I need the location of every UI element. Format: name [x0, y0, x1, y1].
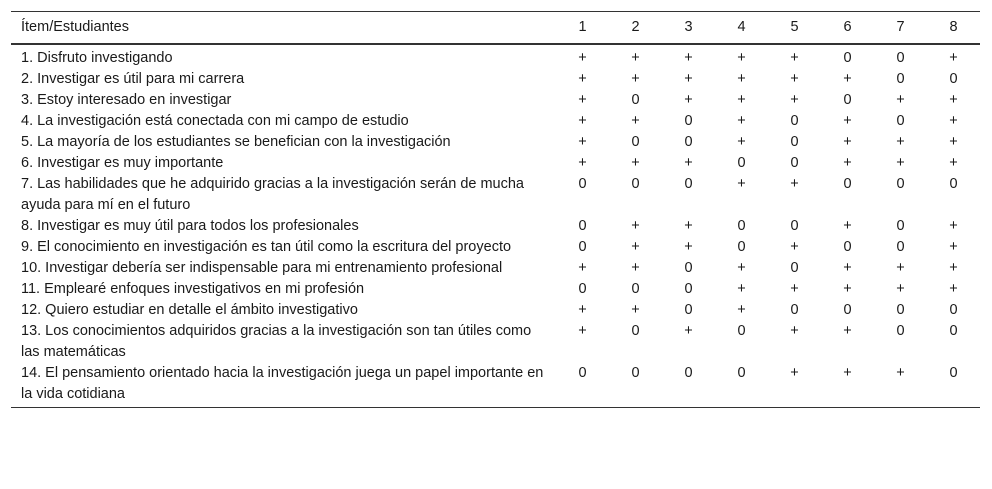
row-item-text: 13. Los conocimientos adquiridos gracias a la investigación son tan útiles como las matemáticas — [21, 323, 532, 360]
row-value-student-2: 0 — [631, 176, 640, 192]
row-item-text: 4. La investigación está conectada con mi campo de estudio — [21, 113, 409, 129]
row-value-student-4: + — [737, 302, 746, 318]
row-value-student-6: + — [843, 155, 852, 171]
header-item-label: Ítem/Estudiantes — [21, 19, 129, 35]
row-value-student-2: + — [631, 50, 640, 66]
row-value-student-6: + — [843, 113, 852, 129]
row-value-student-7: + — [896, 134, 905, 150]
row-value-student-8: 0 — [949, 323, 958, 339]
row-value-student-4: + — [737, 92, 746, 108]
header-student-3: 3 — [684, 19, 693, 35]
row-value-student-1: 0 — [578, 365, 587, 381]
header-student-1: 1 — [578, 19, 587, 35]
row-value-student-3: + — [684, 155, 693, 171]
row-value-student-3: 0 — [684, 134, 693, 150]
row-value-student-2: 0 — [631, 92, 640, 108]
row-value-student-1: + — [578, 302, 587, 318]
row-value-student-1: + — [578, 134, 587, 150]
row-value-student-6: 0 — [843, 302, 852, 318]
row-value-student-7: 0 — [896, 113, 905, 129]
header-student-8: 8 — [949, 19, 958, 35]
row-value-student-5: + — [790, 365, 799, 381]
row-item-text: 2. Investigar es útil para mi carrera — [21, 71, 245, 87]
row-value-student-5: + — [790, 92, 799, 108]
row-value-student-5: 0 — [790, 155, 799, 171]
row-value-student-6: + — [843, 218, 852, 234]
header-student-7: 7 — [896, 19, 905, 35]
row-value-student-5: + — [790, 50, 799, 66]
row-item-text: 7. Las habilidades que he adquirido gracias a la investigación serán de mucha ayuda para mí en el futuro — [21, 176, 524, 213]
row-item-text: 3. Estoy interesado en investigar — [21, 92, 232, 108]
row-value-student-7: 0 — [896, 323, 905, 339]
table-row — [11, 153, 980, 174]
row-item-text: 9. El conocimiento en investigación es tan útil como la escritura del proyecto — [21, 239, 512, 255]
row-value-student-1: + — [578, 113, 587, 129]
row-value-student-7: + — [896, 260, 905, 276]
row-value-student-8: + — [949, 260, 958, 276]
survey-table — [11, 11, 980, 408]
header-student-5: 5 — [790, 19, 799, 35]
row-value-student-2: + — [631, 302, 640, 318]
row-value-student-8: + — [949, 218, 958, 234]
row-value-student-4: + — [737, 113, 746, 129]
row-value-student-6: 0 — [843, 50, 852, 66]
row-value-student-2: + — [631, 113, 640, 129]
row-value-student-5: 0 — [790, 113, 799, 129]
row-value-student-1: + — [578, 71, 587, 87]
row-value-student-2: + — [631, 239, 640, 255]
row-value-student-8: 0 — [949, 71, 958, 87]
table-row — [11, 300, 980, 321]
table-row — [11, 44, 980, 69]
row-value-student-7: + — [896, 92, 905, 108]
row-value-student-5: + — [790, 176, 799, 192]
table-header — [11, 12, 980, 45]
row-value-student-8: + — [949, 113, 958, 129]
row-value-student-8: + — [949, 92, 958, 108]
row-value-student-7: 0 — [896, 50, 905, 66]
row-value-student-7: + — [896, 281, 905, 297]
row-value-student-6: 0 — [843, 176, 852, 192]
row-value-student-8: 0 — [949, 365, 958, 381]
row-value-student-6: 0 — [843, 239, 852, 255]
row-item-text: 1. Disfruto investigando — [21, 50, 173, 66]
row-value-student-8: 0 — [949, 302, 958, 318]
row-value-student-2: + — [631, 155, 640, 171]
row-value-student-6: + — [843, 134, 852, 150]
row-value-student-2: + — [631, 260, 640, 276]
row-value-student-2: 0 — [631, 281, 640, 297]
row-value-student-3: 0 — [684, 260, 693, 276]
header-student-4: 4 — [737, 19, 746, 35]
row-value-student-1: + — [578, 50, 587, 66]
row-value-student-5: 0 — [790, 134, 799, 150]
table-row — [11, 216, 980, 237]
row-value-student-6: + — [843, 365, 852, 381]
row-item-text: 10. Investigar debería ser indispensable para mi entrenamiento profesional — [21, 260, 503, 276]
row-value-student-3: 0 — [684, 113, 693, 129]
row-value-student-7: + — [896, 365, 905, 381]
row-value-student-2: 0 — [631, 323, 640, 339]
row-value-student-3: + — [684, 71, 693, 87]
row-value-student-7: 0 — [896, 302, 905, 318]
row-value-student-1: 0 — [578, 239, 587, 255]
row-value-student-1: 0 — [578, 218, 587, 234]
row-value-student-8: 0 — [949, 176, 958, 192]
row-value-student-1: + — [578, 155, 587, 171]
row-value-student-4: 0 — [737, 239, 746, 255]
row-value-student-4: 0 — [737, 365, 746, 381]
row-value-student-4: + — [737, 260, 746, 276]
row-item-text: 8. Investigar es muy útil para todos los profesionales — [21, 218, 359, 234]
row-value-student-4: + — [737, 71, 746, 87]
row-value-student-5: 0 — [790, 218, 799, 234]
table-container — [11, 11, 980, 408]
row-value-student-8: + — [949, 239, 958, 255]
row-value-student-7: 0 — [896, 71, 905, 87]
row-value-student-8: + — [949, 134, 958, 150]
row-value-student-4: + — [737, 176, 746, 192]
table-row — [11, 132, 980, 153]
row-value-student-3: + — [684, 323, 693, 339]
row-value-student-1: + — [578, 92, 587, 108]
row-value-student-1: + — [578, 323, 587, 339]
row-value-student-6: + — [843, 71, 852, 87]
table-row — [11, 258, 980, 279]
row-value-student-3: 0 — [684, 281, 693, 297]
row-value-student-4: 0 — [737, 155, 746, 171]
row-value-student-4: + — [737, 134, 746, 150]
table-row — [11, 363, 980, 408]
table-row — [11, 90, 980, 111]
row-value-student-2: 0 — [631, 365, 640, 381]
row-value-student-3: + — [684, 239, 693, 255]
row-value-student-7: 0 — [896, 218, 905, 234]
row-value-student-1: + — [578, 260, 587, 276]
row-value-student-2: 0 — [631, 134, 640, 150]
row-item-text: 12. Quiero estudiar en detalle el ámbito investigativo — [21, 302, 358, 318]
row-value-student-8: + — [949, 50, 958, 66]
table-row — [11, 237, 980, 258]
row-value-student-2: + — [631, 218, 640, 234]
row-value-student-5: + — [790, 239, 799, 255]
table-row — [11, 111, 980, 132]
row-value-student-6: + — [843, 260, 852, 276]
row-value-student-1: 0 — [578, 281, 587, 297]
row-value-student-3: + — [684, 92, 693, 108]
row-item-text: 5. La mayoría de los estudiantes se benefician con la investigación — [21, 134, 451, 150]
row-value-student-7: 0 — [896, 239, 905, 255]
table-body — [11, 44, 980, 408]
row-item-text: 11. Emplearé enfoques investigativos en mi profesión — [21, 281, 365, 297]
row-value-student-3: + — [684, 50, 693, 66]
row-value-student-6: + — [843, 323, 852, 339]
row-value-student-6: 0 — [843, 92, 852, 108]
row-value-student-3: 0 — [684, 176, 693, 192]
table-row — [11, 279, 980, 300]
row-value-student-3: 0 — [684, 302, 693, 318]
row-item-text: 6. Investigar es muy importante — [21, 155, 224, 171]
row-value-student-4: + — [737, 50, 746, 66]
row-value-student-3: 0 — [684, 365, 693, 381]
row-value-student-5: + — [790, 323, 799, 339]
table-row — [11, 69, 980, 90]
row-value-student-5: + — [790, 281, 799, 297]
row-value-student-2: + — [631, 71, 640, 87]
row-value-student-4: 0 — [737, 218, 746, 234]
row-value-student-7: + — [896, 155, 905, 171]
header-student-2: 2 — [631, 19, 640, 35]
row-value-student-8: + — [949, 281, 958, 297]
table-row — [11, 321, 980, 363]
header-row — [11, 12, 980, 45]
row-value-student-1: 0 — [578, 176, 587, 192]
row-item-text: 14. El pensamiento orientado hacia la investigación juega un papel importante en la vida cotidiana — [21, 365, 544, 402]
row-value-student-4: + — [737, 281, 746, 297]
row-value-student-3: + — [684, 218, 693, 234]
row-value-student-8: + — [949, 155, 958, 171]
row-value-student-4: 0 — [737, 323, 746, 339]
row-value-student-5: 0 — [790, 302, 799, 318]
row-value-student-5: 0 — [790, 260, 799, 276]
header-student-6: 6 — [843, 19, 852, 35]
table-row — [11, 174, 980, 216]
row-value-student-7: 0 — [896, 176, 905, 192]
row-value-student-5: + — [790, 71, 799, 87]
row-value-student-6: + — [843, 281, 852, 297]
